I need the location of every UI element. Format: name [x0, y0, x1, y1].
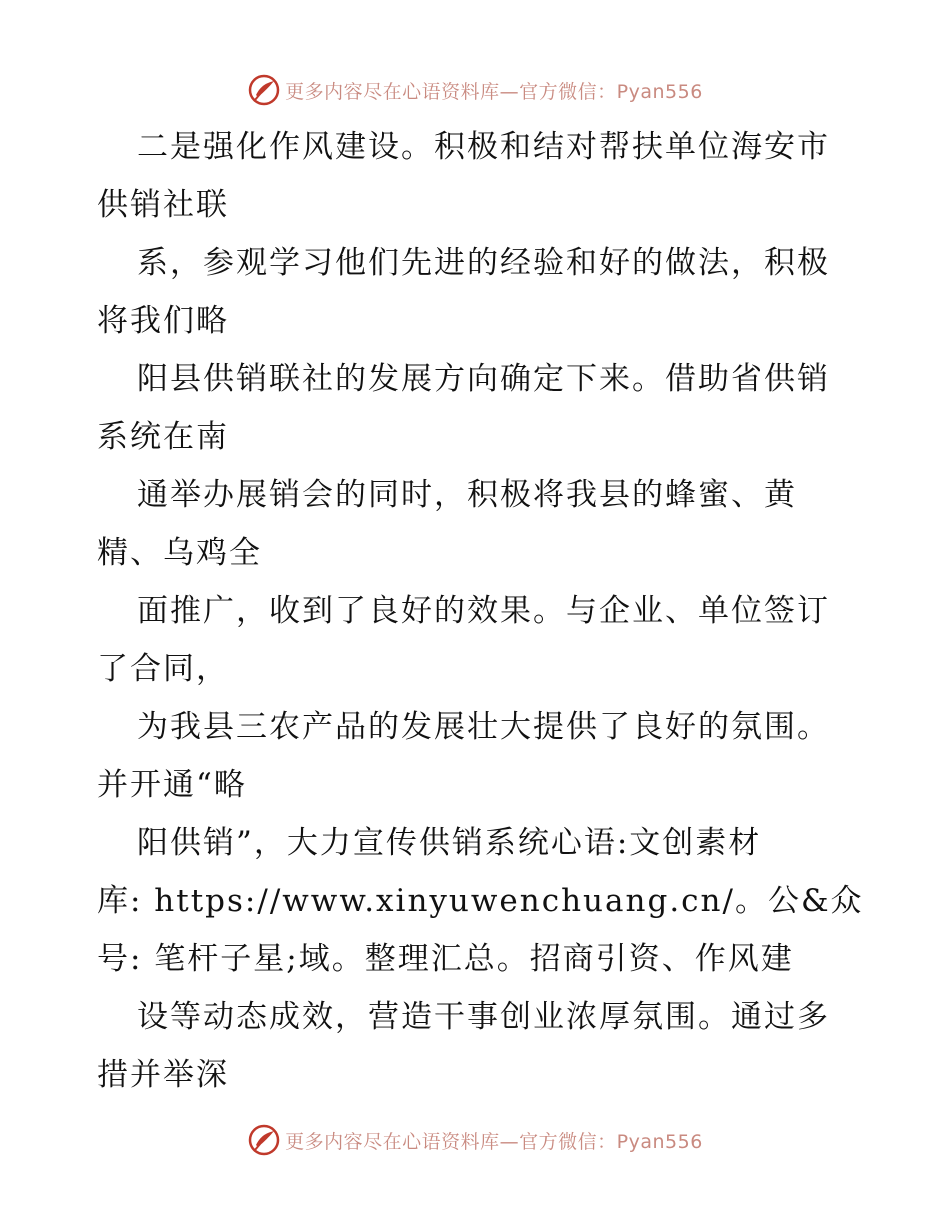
text-line: 阳供销”，大力宣传供销系统心语:文创素材: [137, 825, 762, 861]
header-watermark-banner: [0, 70, 950, 110]
text-line: 精、乌鸡全: [97, 535, 262, 571]
text-line: 库: https://www.xinyuwenchuang.cn/。公&众: [97, 883, 864, 919]
footer-watermark-text: 更多内容尽在心语资料库—官方微信：Pyan556: [285, 1130, 703, 1153]
text-line: 供销社联: [97, 187, 229, 223]
text-line: 二是强化作风建设。积极和结对帮扶单位海安市: [137, 129, 830, 165]
text-line: 将我们略: [97, 303, 229, 339]
text-line: 为我县三农产品的发展壮大提供了良好的氛围。: [137, 709, 830, 745]
header-watermark-text: 更多内容尽在心语资料库—官方微信：Pyan556: [285, 80, 703, 103]
text-line: 设等动态成效，营造干事创业浓厚氛围。通过多: [137, 999, 830, 1035]
text-line: 面推广，收到了良好的效果。与企业、单位签订: [137, 593, 830, 629]
text-line: 措并举深: [97, 1057, 229, 1093]
footer-watermark-banner: [0, 1120, 950, 1160]
text-line: 号: 笔杆子星;域。整理汇总。招商引资、作风建: [97, 941, 794, 977]
text-line: 系，参观学习他们先进的经验和好的做法，积极: [137, 245, 830, 281]
document-body: [97, 118, 864, 1104]
text-line: 了合同，: [97, 651, 229, 687]
text-line: 阳县供销联社的发展方向确定下来。借助省供销: [137, 361, 830, 397]
pen-logo-icon: [247, 1123, 281, 1157]
text-line: 并开通“略: [97, 767, 247, 803]
text-line: 系统在南: [97, 419, 229, 455]
text-line: 通举办展销会的同时，积极将我县的蜂蜜、黄: [137, 477, 797, 513]
pen-logo-icon: [247, 73, 281, 107]
